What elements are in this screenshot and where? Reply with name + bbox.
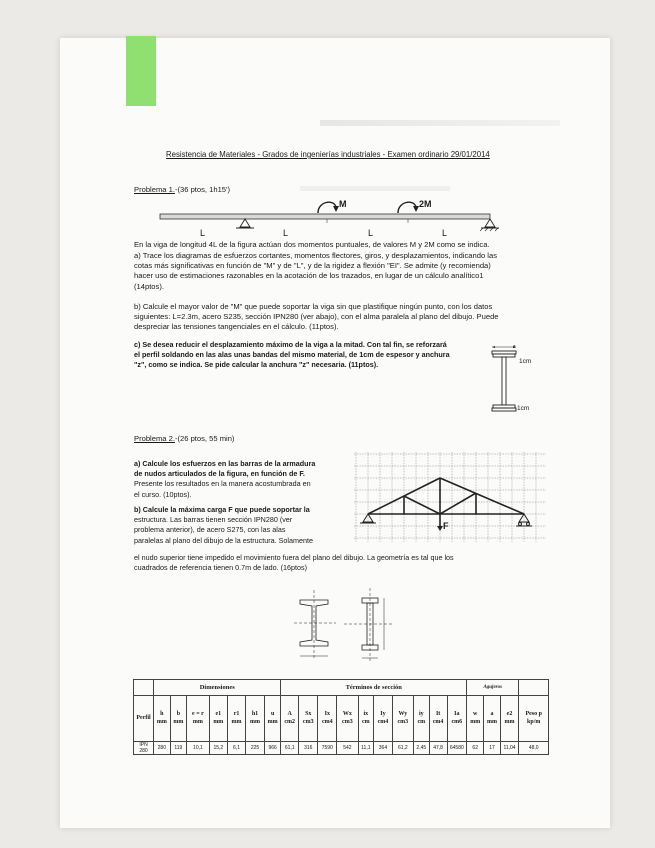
moment-label-2m: 2M: [419, 199, 432, 209]
col-header: e = r mm: [187, 696, 210, 742]
reference-grid: [354, 452, 546, 542]
col-header: h mm: [154, 696, 171, 742]
problem2-heading: Problema 2.-(26 ptos, 55 min): [134, 434, 235, 443]
span-label-4: L: [442, 228, 448, 238]
problem2-part-a: a) Calcule los esfuerzos en las barras de la armadura de nudos articulados de la figura, en función de F. Presente los resultados en la manera acostumbrada en el curso. (10ptos).: [134, 459, 316, 499]
span-label-2: L: [283, 228, 289, 238]
cell: 364: [374, 742, 393, 755]
problem1-heading: Problema 1.-(36 ptos, 1h15'): [134, 185, 231, 194]
col-header: e1 mm: [209, 696, 227, 742]
cell: 11,1: [358, 742, 374, 755]
cell: 11,04: [500, 742, 519, 755]
col-header: Ia cm6: [447, 696, 467, 742]
section-top-plate-label: 1cm: [519, 358, 532, 365]
truss-load-label: F: [443, 521, 449, 531]
col-header: Peso p kp/m: [519, 696, 549, 742]
col-header: r1 mm: [227, 696, 245, 742]
cell: 966: [264, 742, 281, 755]
cell: 10,1: [187, 742, 210, 755]
ipn-properties-table: [133, 679, 549, 755]
cell: IPN 280: [134, 742, 154, 755]
cell: 542: [337, 742, 358, 755]
problem1-intro: En la viga de longitud 4L de la figura actúan dos momentos puntuales, de valores M y 2M como se indica.: [134, 240, 490, 249]
problem2-continuation: el nudo superior tiene impedido el movimiento fuera del plano del dibujo. La geometría es tal que los cuadrados de referencia tienen 0.7m de lado. (16ptos): [134, 553, 454, 573]
section-width-label: z: [513, 344, 516, 350]
green-tape-marker: [126, 36, 156, 106]
table-group-header-row: [134, 680, 549, 696]
span-label-1: L: [200, 228, 206, 238]
col-header: w mm: [467, 696, 484, 742]
col-header: Wy cm3: [392, 696, 413, 742]
cell: 47,8: [429, 742, 447, 755]
cell: 119: [170, 742, 187, 755]
exam-header: Resistencia de Materiales - Grados de ingenierías industriales - Examen ordinario 29/01/2014: [166, 150, 490, 159]
section-bottom-plate-label: 1cm: [517, 405, 530, 412]
col-header: Wx cm3: [337, 696, 358, 742]
cell: 48,0: [519, 742, 549, 755]
cell: 17: [484, 742, 500, 755]
col-header: u mm: [264, 696, 281, 742]
col-header: A cm2: [281, 696, 299, 742]
col-header: ix cm: [358, 696, 374, 742]
cell: 280: [154, 742, 171, 755]
problem1-part-a: a) Trace los diagramas de esfuerzos cortantes, momentos flectores, giros, y desplazamientos, indicando las cotas más significativas en función de "M" y de "L", y de la rigidez a flexión "EI". Se admite (y recomienda) hacer uso de estimaciones razonables en la acotación de los trazados, en lugar de un cálculo analítico1 (14ptos).: [134, 251, 497, 291]
bleed-through-line: [320, 120, 560, 126]
col-header: h1 mm: [246, 696, 265, 742]
cell: 64580: [447, 742, 467, 755]
cell: 2,45: [413, 742, 429, 755]
truss-bars: [368, 478, 524, 514]
col-header: b mm: [170, 696, 187, 742]
ipn-section-sketches: [292, 584, 404, 668]
problem1-part-b: b) Calcule el mayor valor de "M" que puede soportar la viga sin que plastifique ningún punto, con los datos siguientes: L=2.3m, acero S235, sección IPN280 (ver abajo), con el alma paralela al plano del dibujo. Puede despreciar las tensiones tangenciales en el cálculo. (11ptos).: [134, 302, 499, 332]
cell: 62: [467, 742, 484, 755]
table-row: [134, 742, 549, 755]
cell: 15,2: [209, 742, 227, 755]
span-label-3: L: [368, 228, 374, 238]
moment-label-m: M: [339, 199, 347, 209]
cell: 61,2: [392, 742, 413, 755]
bleed-through-line: [300, 186, 450, 191]
group-holes: Agujeros: [467, 680, 519, 696]
col-header: Ix cm4: [318, 696, 337, 742]
cell: 225: [246, 742, 265, 755]
col-header: iy cm: [413, 696, 429, 742]
cell: 6,1: [227, 742, 245, 755]
col-header: It cm4: [429, 696, 447, 742]
table-column-header-row: [134, 696, 549, 742]
col-header: e2 mm: [500, 696, 519, 742]
cell: 61,1: [281, 742, 299, 755]
truss-figure: [354, 452, 548, 548]
col-header: a mm: [484, 696, 500, 742]
col-header: Sx cm3: [299, 696, 318, 742]
problem2-part-b: b) Calcule la máxima carga F que puede soportar la estructura. Las barras tienen sección IPN280 (ver problema anterior), de acero S275, con las alas paralelas al plano del dibujo de la estructura. Solamente: [134, 505, 314, 545]
cell: 7590: [318, 742, 337, 755]
cell: 316: [299, 742, 318, 755]
col-header: Perfil: [134, 696, 154, 742]
group-dimensions: Dimensiones: [154, 680, 281, 696]
problem1-part-c: c) Se desea reducir el desplazamiento máximo de la viga a la mitad. Con tal fin, se reforzará el perfil soldando en las alas unas bandas del mismo material, de 1cm de espesor y anchura "z", como se indica. Se pide calcular la anchura "z" necesaria. (11ptos).: [134, 340, 450, 370]
col-header: Iy cm4: [374, 696, 393, 742]
group-section-terms: Términos de sección: [281, 680, 467, 696]
